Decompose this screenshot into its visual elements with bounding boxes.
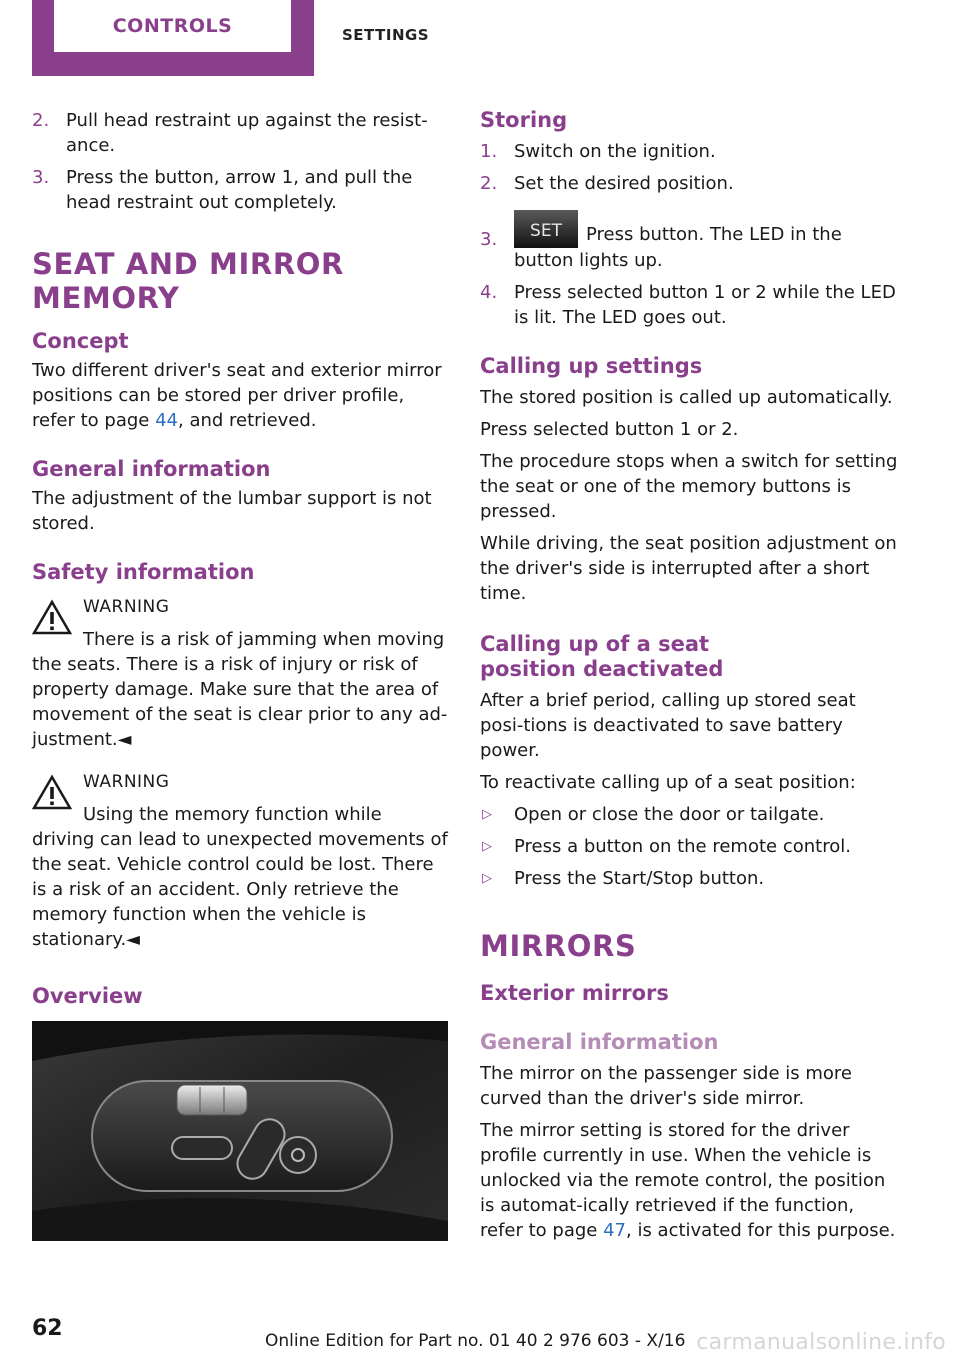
list-item: 2. Pull head restraint up against the resist-ance. <box>32 110 428 156</box>
heading-mirror-general-information: General information <box>480 1030 719 1054</box>
paragraph: The procedure stops when a switch for setting the seat or one of the memory buttons is pressed. <box>480 451 898 522</box>
reactivate-list <box>480 802 900 891</box>
paragraph: The mirror on the passenger side is more curved than the driver's side mirror. <box>480 1063 853 1109</box>
heading-overview: Overview <box>32 984 143 1008</box>
general-text: The adjustment of the lumbar support is not stored. <box>32 488 432 534</box>
heading-seat-position-deactivated: Calling up of a seat position deactivated <box>480 632 724 681</box>
paragraph: To reactivate calling up of a seat position: <box>480 772 856 793</box>
list-item: ▷ Press the Start/Stop button. <box>482 868 765 889</box>
warning-block <box>32 770 448 952</box>
page-link-44[interactable]: 44 <box>155 410 178 431</box>
warning-text: There is a risk of jamming when moving the seats. There is a risk of injury or risk of property damage. Make sure that the area of movement of the seat is clear prior to any ad-justment.◄ <box>32 629 448 750</box>
tab-settings[interactable]: SETTINGS <box>342 26 430 44</box>
paragraph: After a brief period, calling up stored seat posi-tions is deactivated to save battery power. <box>480 690 856 761</box>
head-restraint-steps <box>32 108 448 215</box>
heading-calling-up-settings: Calling up settings <box>480 354 703 378</box>
heading-concept: Concept <box>32 329 129 353</box>
warning-icon <box>32 599 72 637</box>
triangle-bullet-icon: ▷ <box>482 839 492 854</box>
paragraph: The stored position is called up automatically. <box>480 387 893 408</box>
watermark: carmanualsonline.info <box>696 1330 946 1355</box>
set-button-label: SET <box>530 221 562 241</box>
heading-safety-information: Safety information <box>32 560 255 584</box>
left-column <box>32 108 448 1241</box>
right-column <box>480 108 900 1250</box>
warning-icon <box>32 774 72 812</box>
warning-block <box>32 595 448 752</box>
paragraph: The mirror setting is stored for the driver profile currently in use. When the vehicle is unlocked via the remote control, the position is automat-ically retrieved if the function, refer to page 47, is activated for this purpose. <box>480 1120 896 1241</box>
concept-text: Two different driver's seat and exterior mirror positions can be stored per driver profile, refer to page 44, and retrieved. <box>32 360 442 431</box>
list-item: 3. SET Press button. The LED in the button lights up. <box>480 210 900 273</box>
tab-controls[interactable] <box>32 0 314 76</box>
page-header <box>0 0 960 76</box>
set-button[interactable] <box>514 210 578 248</box>
list-item: 4. Press selected button 1 or 2 while the LED is lit. The LED goes out. <box>480 282 896 328</box>
list-item: 3. Press the button, arrow 1, and pull the head restraint out completely. <box>32 167 413 213</box>
triangle-bullet-icon: ▷ <box>482 871 492 886</box>
tab-controls-label: CONTROLS <box>54 0 291 52</box>
list-item: 1. Switch on the ignition. <box>480 141 716 162</box>
storing-steps <box>480 139 900 330</box>
list-item: ▷ Press a button on the remote control. <box>482 836 851 857</box>
heading-storing: Storing <box>480 108 568 132</box>
warning-label: WARNING <box>83 772 170 792</box>
list-item: 2. Set the desired position. <box>480 173 734 194</box>
heading-general-information: General information <box>32 457 271 481</box>
edition-footer: Online Edition for Part no. 01 40 2 976 603 - X/16 <box>265 1331 686 1351</box>
paragraph: While driving, the seat position adjustment on the driver's side is interrupted after a short time. <box>480 533 897 604</box>
warning-label: WARNING <box>83 597 170 617</box>
section-title-seat-memory: SEAT AND MIRROR MEMORY <box>32 247 344 315</box>
list-item: ▷ Open or close the door or tailgate. <box>482 804 825 825</box>
section-title-mirrors: MIRRORS <box>480 929 637 963</box>
triangle-bullet-icon: ▷ <box>482 807 492 822</box>
seat-memory-buttons-photo <box>32 1021 448 1241</box>
paragraph: Press selected button 1 or 2. <box>480 419 739 440</box>
heading-exterior-mirrors: Exterior mirrors <box>480 981 669 1005</box>
page-link-47[interactable]: 47 <box>603 1220 626 1241</box>
page-number: 62 <box>32 1316 63 1341</box>
warning-text: Using the memory function while driving can lead to unexpected movements of the seat. Vehicle control could be lost. There is a risk of an accident. Only retrieve the memory function when the vehicle is stationary.◄ <box>32 804 448 950</box>
